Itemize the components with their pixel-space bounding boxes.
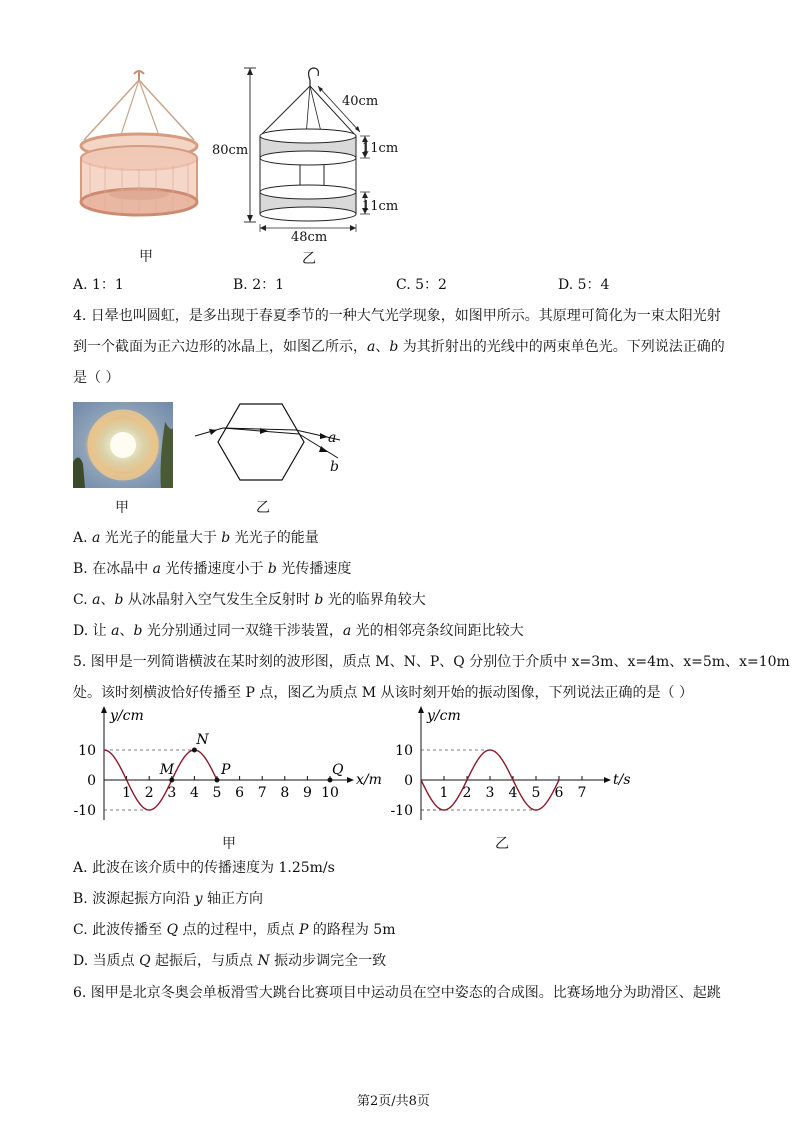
x-tick-label: 4: [189, 785, 199, 801]
q5-option-c: C. 此波传播至 Q 点的过程中，质点 P 的路程为 5m: [73, 922, 396, 938]
q5-stem-line1: 5. 图甲是一列简谐横波在某时刻的波形图，质点 M、N、P、Q 分别位于介质中 x=3m、x=4m、x=5m、x=10m: [73, 654, 790, 670]
y-axis-label: y/cm: [427, 708, 461, 724]
y-axis-arrow: [418, 706, 424, 713]
x-tick-label: 6: [235, 785, 245, 801]
dim-label-11cm-top: 11cm: [362, 141, 399, 156]
x-axis-label: x/m: [356, 772, 382, 788]
dim-label-40cm: 40cm: [342, 94, 379, 109]
point-M: [169, 778, 174, 783]
q5-option-a: A. 此波在该介质中的传播速度为 1.25m/s: [73, 860, 335, 876]
q5-option-b: B. 波源起振方向沿 y 轴正方向: [73, 891, 264, 907]
x-axis-arrow: [347, 777, 354, 783]
dim-label-11cm-bottom: 11cm: [362, 199, 399, 214]
y-axis-arrow: [101, 706, 107, 713]
q4-stem-line3: 是（ ）: [73, 370, 120, 386]
point-P: [215, 778, 220, 783]
point-label-M: M: [159, 762, 175, 778]
q3-option-d: D. 5：4: [558, 277, 610, 293]
vibration-chart: [385, 700, 635, 840]
x-axis-label: t/s: [613, 772, 631, 788]
q5-chart-right-caption: 乙: [495, 836, 509, 852]
q3-option-b: B. 2：1: [233, 277, 285, 293]
x-tick-label: 8: [280, 785, 290, 801]
x-tick-label: 2: [144, 785, 154, 801]
x-tick-label: 1: [122, 785, 132, 801]
q5-option-d: D. 当质点 Q 起振后，与质点 N 振动步调完全一致: [73, 953, 387, 969]
q4-stem-line1: 4. 日晕也叫圆虹，是多出现于春夏季节的一种大气光学现象，如图甲所示。其原理可简化为一束太阳光射: [73, 308, 721, 324]
dim-label-80cm: 80cm: [212, 143, 249, 158]
x-tick-label: 1: [439, 785, 449, 801]
q4-option-c: C. a、b 从冰晶射入空气发生全反射时 b 光的临界角较大: [73, 592, 426, 608]
point-label-P: P: [221, 762, 231, 778]
y-tick-label: 10: [78, 743, 96, 759]
y-axis-label: y/cm: [110, 708, 144, 724]
x-axis-arrow: [604, 777, 611, 783]
x-tick-label: 3: [485, 785, 495, 801]
point-label-N: N: [196, 732, 209, 748]
drying-rack-photo: [70, 68, 208, 230]
x-tick-label: 5: [531, 785, 541, 801]
q3-option-c: C. 5：2: [396, 277, 447, 293]
y-tick-label: 0: [87, 773, 96, 789]
q3-fig-right-caption: 乙: [302, 251, 316, 267]
q4-option-d: D. 让 a、b 光分别通过同一双缝干涉装置，a 光的相邻亮条纹间距比较大: [73, 623, 524, 639]
point-N: [192, 748, 197, 753]
page-footer: 第2页/共8页: [357, 1094, 430, 1109]
q4-option-a: A. a 光光子的能量大于 b 光光子的能量: [73, 530, 319, 546]
hexagon-refraction-diagram: [190, 398, 350, 494]
ray-label-a: a: [328, 430, 337, 446]
x-tick-label: 3: [167, 785, 177, 801]
q4-fig-left-caption: 甲: [115, 500, 129, 516]
point-Q: [328, 778, 333, 783]
ray-label-b: b: [330, 459, 339, 475]
x-tick-label: 5: [212, 785, 222, 801]
x-tick-label: 7: [577, 785, 587, 801]
q4-option-b: B. 在冰晶中 a 光传播速度小于 b 光传播速度: [73, 561, 352, 577]
x-tick-label: 4: [508, 785, 518, 801]
q5-chart-left-caption: 甲: [222, 836, 236, 852]
q4-fig-right-caption: 乙: [256, 500, 270, 516]
x-tick-label: 7: [257, 785, 267, 801]
dim-label-48cm: 48cm: [291, 230, 328, 245]
q6-stem-line1: 6. 图甲是北京冬奥会单板滑雪大跳台比赛项目中运动员在空中姿态的合成图。比赛场地分为助滑区、起跳: [73, 985, 721, 1001]
q5-stem-line2: 处。该时刻横波恰好传播至 P 点，图乙为质点 M 从该时刻开始的振动图像，下列说法正确的是（ ）: [73, 685, 694, 701]
x-tick-label: 6: [554, 785, 564, 801]
wave-chart: [60, 700, 400, 840]
q3-fig-left-caption: 甲: [139, 249, 153, 265]
y-tick-label: 10: [395, 743, 413, 759]
y-tick-label: -10: [73, 803, 96, 819]
q3-option-a: A. 1：1: [73, 277, 124, 293]
y-tick-label: -10: [390, 803, 413, 819]
x-tick-label: 9: [302, 785, 312, 801]
x-tick-label: 2: [462, 785, 472, 801]
y-tick-label: 0: [404, 773, 413, 789]
q4-stem-line2: 到一个截面为正六边形的冰晶上，如图乙所示，a、b 为其折射出的光线中的两束单色光。下列说法正确的: [73, 339, 725, 355]
point-label-Q: Q: [332, 762, 344, 778]
x-tick-label: 10: [321, 785, 339, 801]
halo-photo: [73, 402, 173, 488]
